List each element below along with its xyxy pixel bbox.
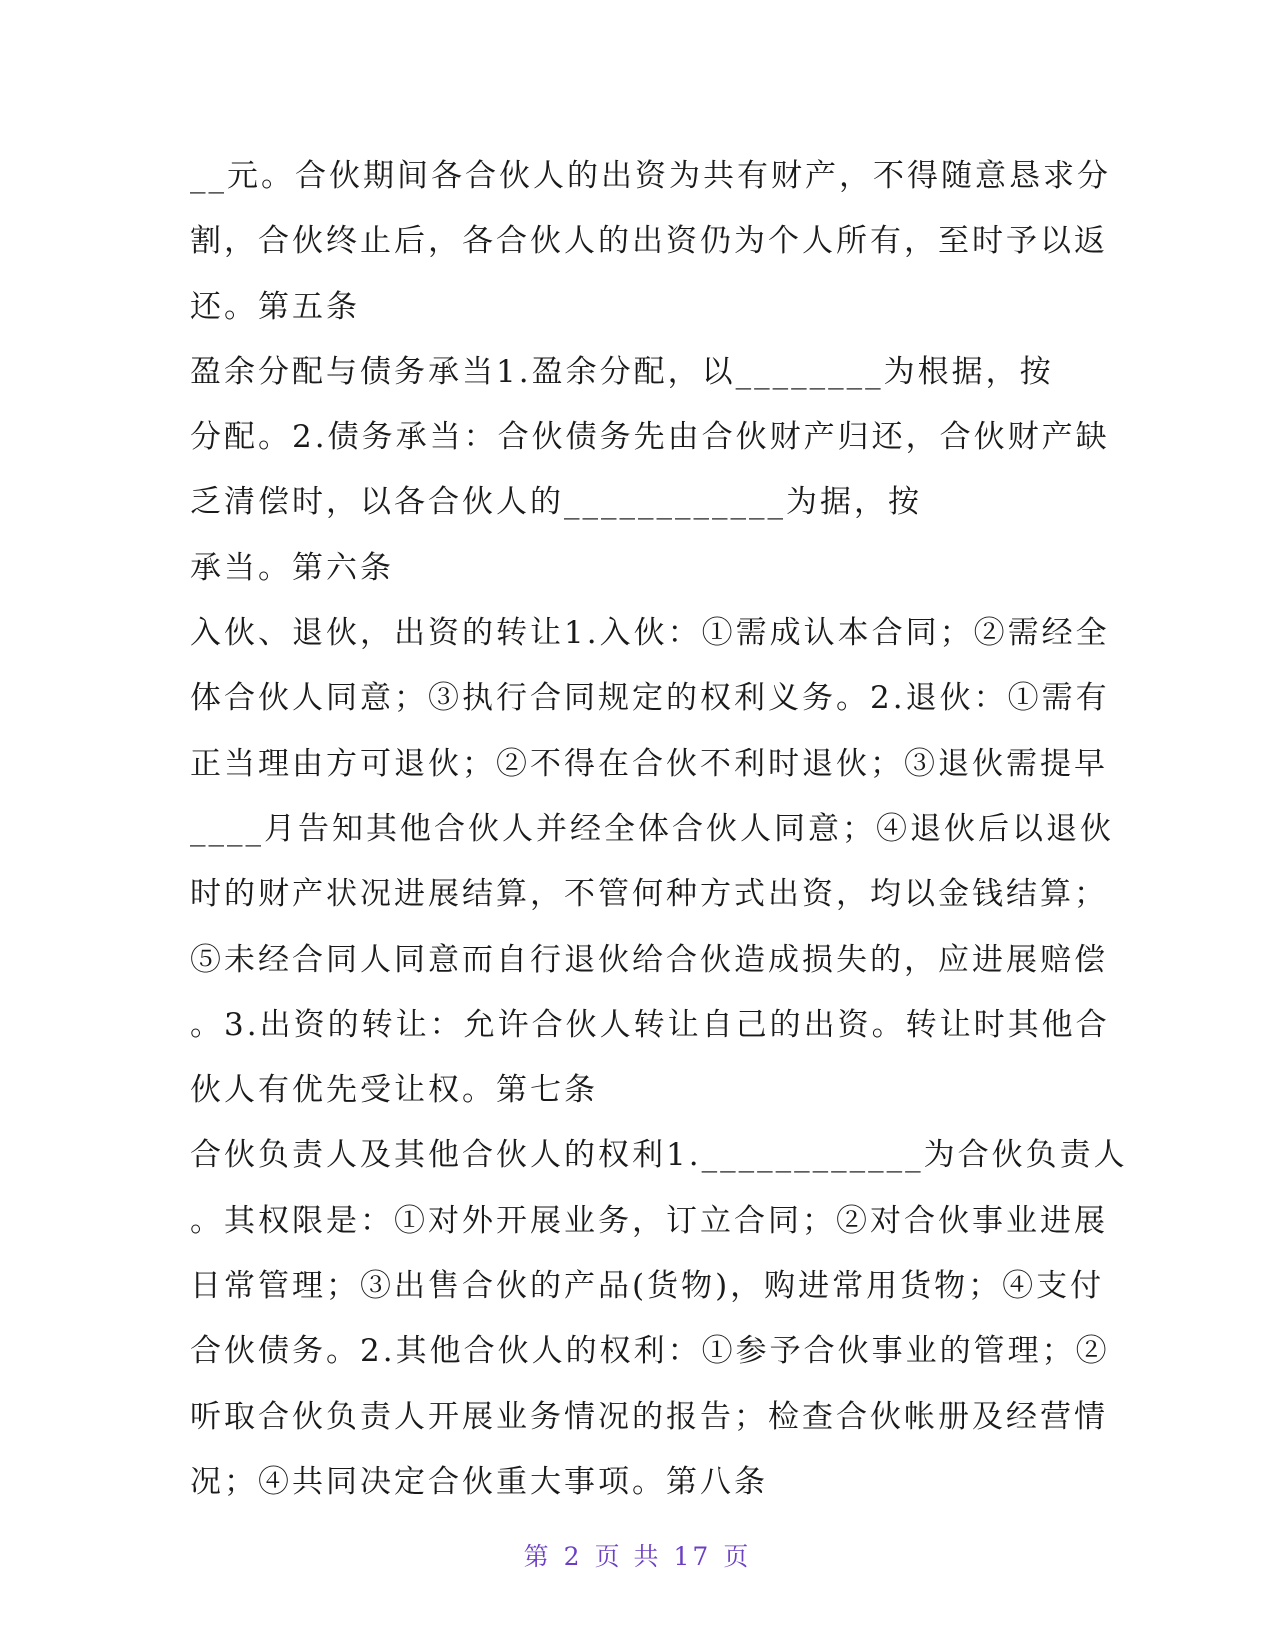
text-line: 伙人有优先受让权。第七条 xyxy=(190,1072,598,1109)
footer-current-page: 2 xyxy=(563,1542,583,1571)
text-line: 分配。2.债务承当：合伙债务先由合伙财产归还，合伙财产缺 xyxy=(190,419,1110,456)
text-line: __元。合伙期间各合伙人的出资为共有财产，不得随意恳求分 xyxy=(190,158,1111,194)
document-body xyxy=(190,144,1128,1515)
text-line: 盈余分配与债务承当1.盈余分配，以________为根据，按 xyxy=(190,353,1054,390)
text-line: 入伙、退伙，出资的转让1.入伙：①需成认本合同；②需经全 xyxy=(190,615,1110,652)
text-line: 。3.出资的转让：允许合伙人转让自己的出资。转让时其他合 xyxy=(190,1006,1110,1043)
text-line: 况；④共同决定合伙重大事项。第八条 xyxy=(190,1463,768,1500)
footer-middle: 页 共 xyxy=(594,1542,662,1571)
footer-total-pages: 17 xyxy=(673,1542,712,1571)
page-number-footer xyxy=(0,1537,1275,1573)
text-line: 日常管理；③出售合伙的产品(货物)，购进常用货物；④支付 xyxy=(190,1268,1105,1305)
text-line: 听取合伙负责人开展业务情况的报告；检查合伙帐册及经营情 xyxy=(190,1398,1108,1435)
text-line: 时的财产状况进展结算，不管何种方式出资，均以金钱结算； xyxy=(190,876,1108,913)
text-line: ⑤未经合同人同意而自行退伙给合伙造成损失的，应进展赔偿 xyxy=(190,941,1108,978)
text-line: 正当理由方可退伙；②不得在合伙不利时退伙；③退伙需提早 xyxy=(190,745,1108,782)
footer-suffix: 页 xyxy=(723,1542,752,1571)
text-line: 承当。第六条 xyxy=(190,549,394,586)
text-line: 乏清偿时，以各合伙人的____________为据，按 xyxy=(190,484,922,521)
text-line: 割，合伙终止后，各合伙人的出资仍为个人所有，至时予以返 xyxy=(190,223,1108,260)
text-line: 。其权限是：①对外开展业务，订立合同；②对合伙事业进展 xyxy=(190,1202,1108,1239)
text-line: 还。第五条 xyxy=(190,288,360,325)
text-line: ____月告知其他合伙人并经全体合伙人同意；④退伙后以退伙 xyxy=(190,810,1114,847)
text-line: 体合伙人同意；③执行合同规定的权利义务。2.退伙：①需有 xyxy=(190,680,1110,717)
text-line: 合伙债务。2.其他合伙人的权利：①参予合伙事业的管理；② xyxy=(190,1333,1110,1370)
text-line: 合伙负责人及其他合伙人的权利1.____________为合伙负责人 xyxy=(190,1137,1128,1174)
footer-prefix: 第 xyxy=(523,1542,552,1571)
